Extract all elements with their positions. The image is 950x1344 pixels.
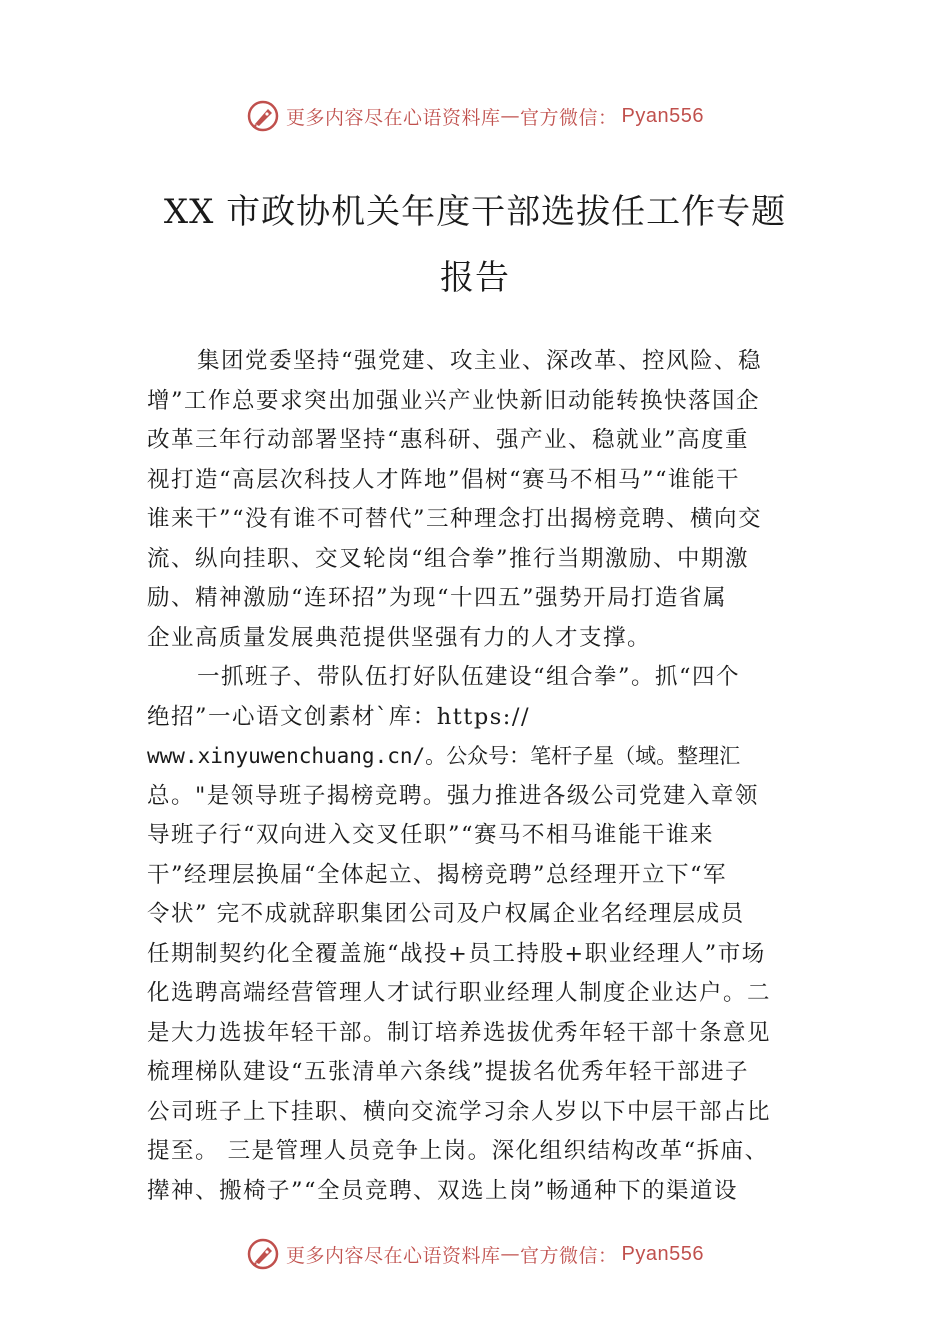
body-line: 谁来干”“没有谁不可替代”三种理念打出揭榜竞聘、横向交 bbox=[147, 506, 763, 532]
document-title-line-2: 报告 bbox=[440, 258, 510, 298]
watermark-code: Pyan556 bbox=[621, 104, 704, 127]
pen-nib-logo-icon bbox=[246, 99, 280, 133]
body-line: 任期制契约化全覆盖施“战投+员工持股+职业经理人”市场 bbox=[147, 940, 766, 967]
footer-watermark bbox=[0, 1234, 950, 1274]
body-line: 总。"是领导班子揭榜竞聘。强力推进各级公司党建入章领 bbox=[147, 782, 759, 809]
body-line: 是大力选拔年轻干部。制订培养选拔优秀年轻干部十条意见 bbox=[147, 1019, 772, 1046]
body-line: 企业高质量发展典范提供坚强有力的人才支撑。 bbox=[147, 624, 652, 651]
body-line: 令状” 完不成就辞职集团公司及户权属企业名经理层成员 bbox=[147, 901, 745, 927]
pen-nib-logo-icon bbox=[246, 1237, 280, 1271]
body-line: 撵神、搬椅子”“全员竞聘、双选上岗”畅通种下的渠道设 bbox=[147, 1177, 739, 1204]
body-line: 提至。 三是管理人员竞争上岗。深化组织结构改革“拆庙、 bbox=[147, 1138, 769, 1164]
watermark-label: 官方微信： bbox=[520, 1244, 618, 1267]
body-line: 一抓班子、带队伍打好队伍建设“组合拳”。抓“四个 bbox=[197, 664, 741, 690]
watermark-separator: — bbox=[500, 105, 521, 127]
body-line: 梳理梯队建设“五张清单六条线”提拔名优秀年轻干部进子 bbox=[147, 1059, 750, 1085]
body-line-url: www.xinyuwenchuang.cn/。公众号：笔杆子星（域。整理汇 bbox=[147, 744, 741, 768]
body-line: 流、纵向挂职、交叉轮岗“组合拳”推行当期激励、中期激 bbox=[147, 545, 750, 572]
watermark-separator: — bbox=[500, 1243, 521, 1265]
watermark-text: 更多内容尽在心语资料库 bbox=[286, 1244, 501, 1267]
watermark-text: 更多内容尽在心语资料库 bbox=[286, 106, 501, 129]
watermark-label: 官方微信： bbox=[520, 106, 618, 129]
body-line: 干”经理层换届“全体起立、揭榜竞聘”总经理开立下“军 bbox=[147, 861, 728, 888]
header-watermark bbox=[0, 96, 950, 136]
body-line: 增”工作总要求突出加强业兴产业快新旧动能转换快落国企 bbox=[147, 387, 761, 414]
body-line: 导班子行“双向进入交叉任职”“赛马不相马谁能干谁来 bbox=[147, 822, 715, 848]
document-body bbox=[147, 342, 807, 1211]
body-line: 集团党委坚持“强党建、攻主业、深改革、控风险、稳 bbox=[197, 348, 763, 374]
watermark-code: Pyan556 bbox=[621, 1242, 704, 1265]
body-line: 绝招”一心语文创素材`库：https:// bbox=[147, 703, 531, 730]
body-line: 化选聘高端经营管理人才试行职业经理人制度企业达户。二 bbox=[147, 980, 772, 1006]
body-line: 视打造“高层次科技人才阵地”倡树“赛马不相马”“谁能干 bbox=[147, 466, 741, 493]
body-line: 励、精神激励“连环招”为现“十四五”强势开局打造省属 bbox=[147, 585, 728, 611]
document-title-line-1: XX 市政协机关年度干部选拔任工作专题 bbox=[163, 192, 787, 232]
body-line: 公司班子上下挂职、横向交流学习余人岁以下中层干部占比 bbox=[147, 1098, 772, 1125]
body-line: 改革三年行动部署坚持“惠科研、强产业、稳就业”高度重 bbox=[147, 427, 750, 453]
